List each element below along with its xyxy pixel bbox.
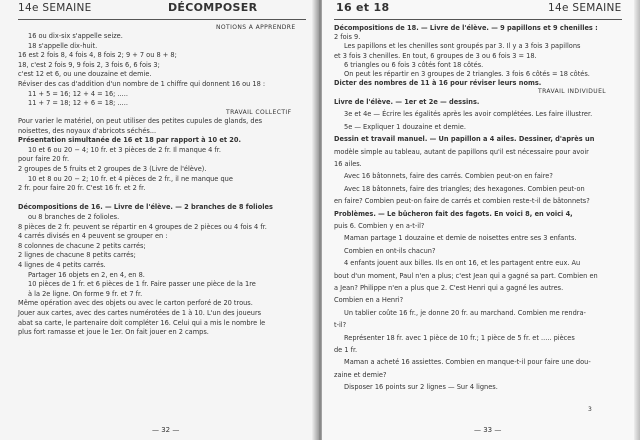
text-line: 5e — Expliquer 1 douzaine et demie. xyxy=(344,122,466,131)
text-line: 11 + 5 = 16; 12 + 4 = 16; ..... xyxy=(28,89,128,98)
text-line: noisettes, des noyaux d'abricots séchés... xyxy=(18,126,157,135)
text-line: Maman a acheté 16 assiettes. Combien en manque-t-il pour faire une dou- xyxy=(344,358,591,367)
text-line: Réviser des cas d'addition d'un nombre de 1 chiffre qui donnent 16 ou 18 : xyxy=(18,80,266,88)
left-page-number: — 32 — xyxy=(152,426,180,434)
text-line: ou 8 branches de 2 folioles. xyxy=(28,213,120,221)
text-line: 2 fr. pour faire 20 fr. C'est 16 fr. et 2 fr. xyxy=(18,184,146,193)
right-week-header: 14e SEMAINE xyxy=(548,2,622,14)
text-line: 4 enfants jouent aux billes. Ils en ont 16, et les partagent entre eux. Au xyxy=(344,259,581,268)
left-page xyxy=(0,0,318,440)
text-line: plus fort ramasse et joue le 1er. On fait jouer en 2 camps. xyxy=(18,328,209,337)
right-page-number: — 33 — xyxy=(474,426,502,434)
text-line: 4 lignes de 4 petits carrés. xyxy=(18,261,106,269)
text-line: bout d'un moment, Paul n'en a plus; c'est Jean qui a gagné sa part. Combien en xyxy=(334,271,598,280)
text-line: 10 pièces de 1 fr. et 6 pièces de 1 fr. Faire passer une pièce de la 1re xyxy=(28,280,256,289)
text-line: 4 carrés divisés en 4 peuvent se grouper en : xyxy=(18,232,168,241)
text-line: Avec 16 bâtonnets, faire des carrés. Combien peut-on en faire? xyxy=(344,172,553,181)
text-line: On peut les répartir en 3 groupes de 2 triangles. 3 fois 6 côtés = 18 côtés. xyxy=(344,70,590,78)
text-line: 2 lignes de chacune 8 petits carrés; xyxy=(18,251,136,260)
right-header-rule xyxy=(334,19,622,20)
text-line: Décompositions de 16. — Livre de l'élève. — 2 branches de 8 folioles xyxy=(18,203,273,212)
text-line: 11 + 7 = 18; 12 + 6 = 18; ..... xyxy=(28,99,128,108)
right-page-title: 16 et 18 xyxy=(336,1,390,14)
text-line: Livre de l'élève. — 1er et 2e — dessins. xyxy=(334,98,480,106)
text-line: 16 est 2 fois 8, 4 fois 4, 8 fois 2; 9 + 7 ou 8 + 8; xyxy=(18,51,177,60)
text-line: Pour varier le matériel, on peut utiliser des petites cupules de glands, des xyxy=(18,117,263,125)
text-line: Un tablier coûte 16 fr., je donne 20 fr. au marchand. Combien me rendra- xyxy=(344,308,586,317)
text-line: pour faire 20 fr. xyxy=(18,155,70,164)
text-line: 2 fois 9. xyxy=(334,33,361,42)
text-line: 10 et 8 ou 20 − 2; 10 fr. et 4 pièces de 2 fr., il ne manque que xyxy=(28,174,233,183)
text-line: 16 ou dix-six s'appelle seize. xyxy=(28,32,123,40)
text-line: Décompositions de 18. — Livre de l'élève. — 9 papillons et 9 chenilles : xyxy=(334,24,598,32)
text-line: 18 s'appelle dix-huit. xyxy=(28,41,98,50)
text-line: Dessin et travail manuel. — Un papillon a 4 ailes. Dessiner, d'après un xyxy=(334,135,595,144)
left-header-rule xyxy=(18,19,306,20)
text-line: Disposer 16 points sur 2 lignes — Sur 4 lignes. xyxy=(344,383,498,392)
text-line: Représenter 18 fr. avec 1 pièce de 10 fr.; 1 pièce de 5 fr. et ..... pièces xyxy=(344,333,575,342)
text-line: modèle simple au tableau, autant de papillons qu'il est nécessaire pour avoir xyxy=(334,147,589,156)
corner-mark: 3 xyxy=(588,406,592,413)
text-line: abat sa carte, le partenaire doit compléter 16. Celui qui a mis le nombre le xyxy=(18,318,266,327)
text-line: c'est 12 et 6, ou une douzaine et demie. xyxy=(18,70,152,79)
text-line: 10 et 6 ou 20 − 4; 10 fr. et 3 pièces de 2 fr. Il manque 4 fr. xyxy=(28,145,221,154)
left-page-title: DÉCOMPOSER xyxy=(168,1,258,14)
text-line: Dicter des nombres de 11 à 16 pour réviser leurs noms. xyxy=(334,79,542,88)
text-line: 3e et 4e — Écrire les égalités après les avoir complétées. Les faire illustrer. xyxy=(344,110,593,119)
text-line: et 3 fois 3 chenilles. En tout, 6 groupes de 3 ou 6 fois 3 = 18. xyxy=(334,51,537,60)
text-line: Maman partage 1 douzaine et demie de noisettes entre ses 3 enfants. xyxy=(344,234,577,243)
text-line: Problèmes. — Le bûcheron fait des fagots. En voici 8, en voici 4, xyxy=(334,209,573,218)
text-line: Jouer aux cartes, avec des cartes numérotées de 1 à 10. L'un des joueurs xyxy=(18,309,262,317)
text-line: Partager 16 objets en 2, en 4, en 8. xyxy=(28,270,145,279)
text-line: Les papillons et les chenilles sont groupés par 3. Il y a 3 fois 3 papillons xyxy=(344,42,581,51)
right-page xyxy=(322,0,640,440)
text-line: en faire? Combien peut-on faire de carrés et combien reste-t-il de bâtonnets? xyxy=(334,197,590,206)
left-week-header: 14e SEMAINE xyxy=(18,2,92,14)
text-line: a Jean? Philippe n'en a plus que 2. C'est Henri qui a gagné les autres. xyxy=(334,284,564,292)
text-line: 2 groupes de 5 fruits et 2 groupes de 3 (Livre de l'élève). xyxy=(18,165,207,173)
text-line: de 1 fr. xyxy=(334,346,358,354)
text-line: 6 triangles ou 6 fois 3 côtés font 18 côtés. xyxy=(344,60,484,69)
section-travail-individuel: TRAVAIL INDIVIDUEL xyxy=(538,88,607,95)
text-line: Combien en ont-ils chacun? xyxy=(344,246,436,255)
text-line: Présentation simultanée de 16 et 18 par rapport à 10 et 20. xyxy=(18,136,241,145)
section-travail-collectif: TRAVAIL COLLECTIF xyxy=(226,109,292,116)
text-line: à la 2e ligne. On forme 9 fr. et 7 fr. xyxy=(28,289,143,298)
section-notions: NOTIONS A APPRENDRE xyxy=(216,24,296,31)
text-line: Même opération avec des objets ou avec le carton perforé de 20 trous. xyxy=(18,299,253,308)
text-line: 16 ailes. xyxy=(334,160,362,168)
text-line: Combien en a Henri? xyxy=(334,296,404,305)
text-line: t-il? xyxy=(334,321,347,330)
text-line: zaine et demie? xyxy=(334,370,387,379)
text-line: Avec 18 bâtonnets, faire des triangles; des hexagones. Combien peut-on xyxy=(344,184,585,193)
text-line: 18, c'est 2 fois 9, 9 fois 2, 3 fois 6, 6 fois 3; xyxy=(18,60,160,69)
text-line: 8 colonnes de chacune 2 petits carrés; xyxy=(18,241,146,250)
text-line: 8 pièces de 2 fr. peuvent se répartir en 4 groupes de 2 pièces ou 4 fois 4 fr. xyxy=(18,222,267,231)
text-line: puis 6. Combien y en a-t-il? xyxy=(334,222,425,230)
right-page-edge xyxy=(634,0,640,440)
